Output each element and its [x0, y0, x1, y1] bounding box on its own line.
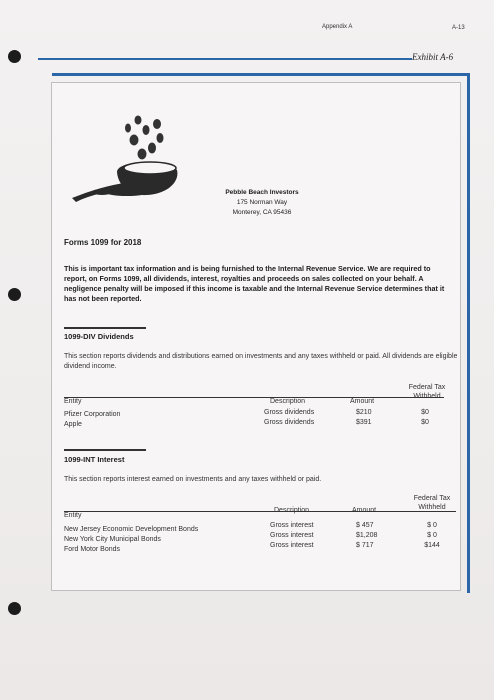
table-row-amount: $ 457 [356, 522, 374, 529]
company-city: Monterey, CA 95436 [232, 209, 292, 216]
table-row-description: Gross interest [270, 542, 314, 549]
int-amount-column [356, 521, 377, 551]
int-header-amount: Amount [352, 507, 377, 514]
binder-hole [8, 50, 21, 63]
coin-pot-logo-icon [72, 110, 182, 202]
appendix-label: Appendix A [322, 24, 353, 30]
company-address [207, 188, 317, 218]
div-header-amount: Amount [350, 398, 375, 405]
table-row-withheld: $144 [424, 542, 440, 549]
table-row-entity: New York City Municipal Bonds [64, 536, 161, 543]
int-withheld-column [416, 521, 448, 551]
binder-hole [8, 602, 21, 615]
div-header-rule [64, 397, 444, 398]
div-header-federal-tax: Federal Tax [408, 384, 446, 391]
int-description-column [270, 521, 314, 551]
div-entity-column [64, 410, 120, 430]
header-rule [38, 58, 412, 60]
binder-hole [8, 288, 21, 301]
table-row-withheld: $ 0 [427, 532, 437, 539]
div-header-withheld: Withheld [413, 393, 441, 400]
table-row-entity: New Jersey Economic Development Bonds [64, 526, 199, 533]
tax-notice: This is important tax information and is being furnished to the Internal Revenue Service. We are required to report, on Forms 1099, all dividends, interest, royalties and proceeds on sales collected on your behalf. A negligence penalty will be imposed if this income is taxable and the Internal Revenue Service determines that it has not been reported. [64, 264, 445, 303]
int-header-description: Description [274, 507, 310, 514]
forms-title: Forms 1099 for 2018 [64, 238, 142, 247]
table-row-amount: $ 717 [356, 542, 374, 549]
int-section-rule [64, 449, 146, 451]
table-row-entity: Apple [64, 421, 82, 428]
div-amount-column [356, 408, 372, 428]
table-row-entity: Ford Motor Bonds [64, 546, 121, 553]
exhibit-frame-top [52, 73, 470, 76]
div-header-entity: Entity [64, 398, 82, 405]
div-section-rule [64, 327, 146, 329]
div-section-description: This section reports dividends and distributions earned on investments and any taxes withheld or paid. All dividends are eligible dividend income. [64, 353, 458, 370]
int-entity-column [64, 525, 198, 555]
table-row-description: Gross dividends [264, 419, 315, 426]
exhibit-label: Exhibit A-6 [412, 52, 454, 62]
table-row-description: Gross interest [270, 532, 314, 539]
div-header-description: Description [270, 398, 306, 405]
table-row-entity: Pfizer Corporation [64, 411, 121, 418]
company-name: Pebble Beach Investors [225, 189, 299, 196]
int-section-description: This section reports interest earned on investments and any taxes withheld or paid. [64, 476, 322, 483]
company-street: 175 Norman Way [236, 199, 288, 206]
exhibit-frame-side [467, 73, 470, 593]
table-row-description: Gross dividends [264, 409, 315, 416]
table-row-withheld: $0 [421, 419, 429, 426]
div-description-column [264, 408, 314, 428]
int-header-entity: Entity [64, 512, 82, 519]
int-header-rule [64, 511, 456, 512]
table-row-amount: $210 [356, 409, 372, 416]
table-row-description: Gross interest [270, 522, 314, 529]
page-number: A-13 [452, 25, 465, 31]
table-row-withheld: $0 [421, 409, 429, 416]
table-row-amount: $391 [356, 419, 372, 426]
table-row-withheld: $ 0 [427, 522, 437, 529]
div-withheld-column [410, 408, 440, 428]
int-section-title: 1099-INT Interest [64, 455, 125, 464]
int-header-federal-tax: Federal Tax [413, 495, 451, 502]
int-header-withheld: Withheld [418, 504, 446, 511]
table-row-amount: $1,208 [356, 532, 378, 539]
div-section-title: 1099-DIV Dividends [64, 332, 134, 341]
